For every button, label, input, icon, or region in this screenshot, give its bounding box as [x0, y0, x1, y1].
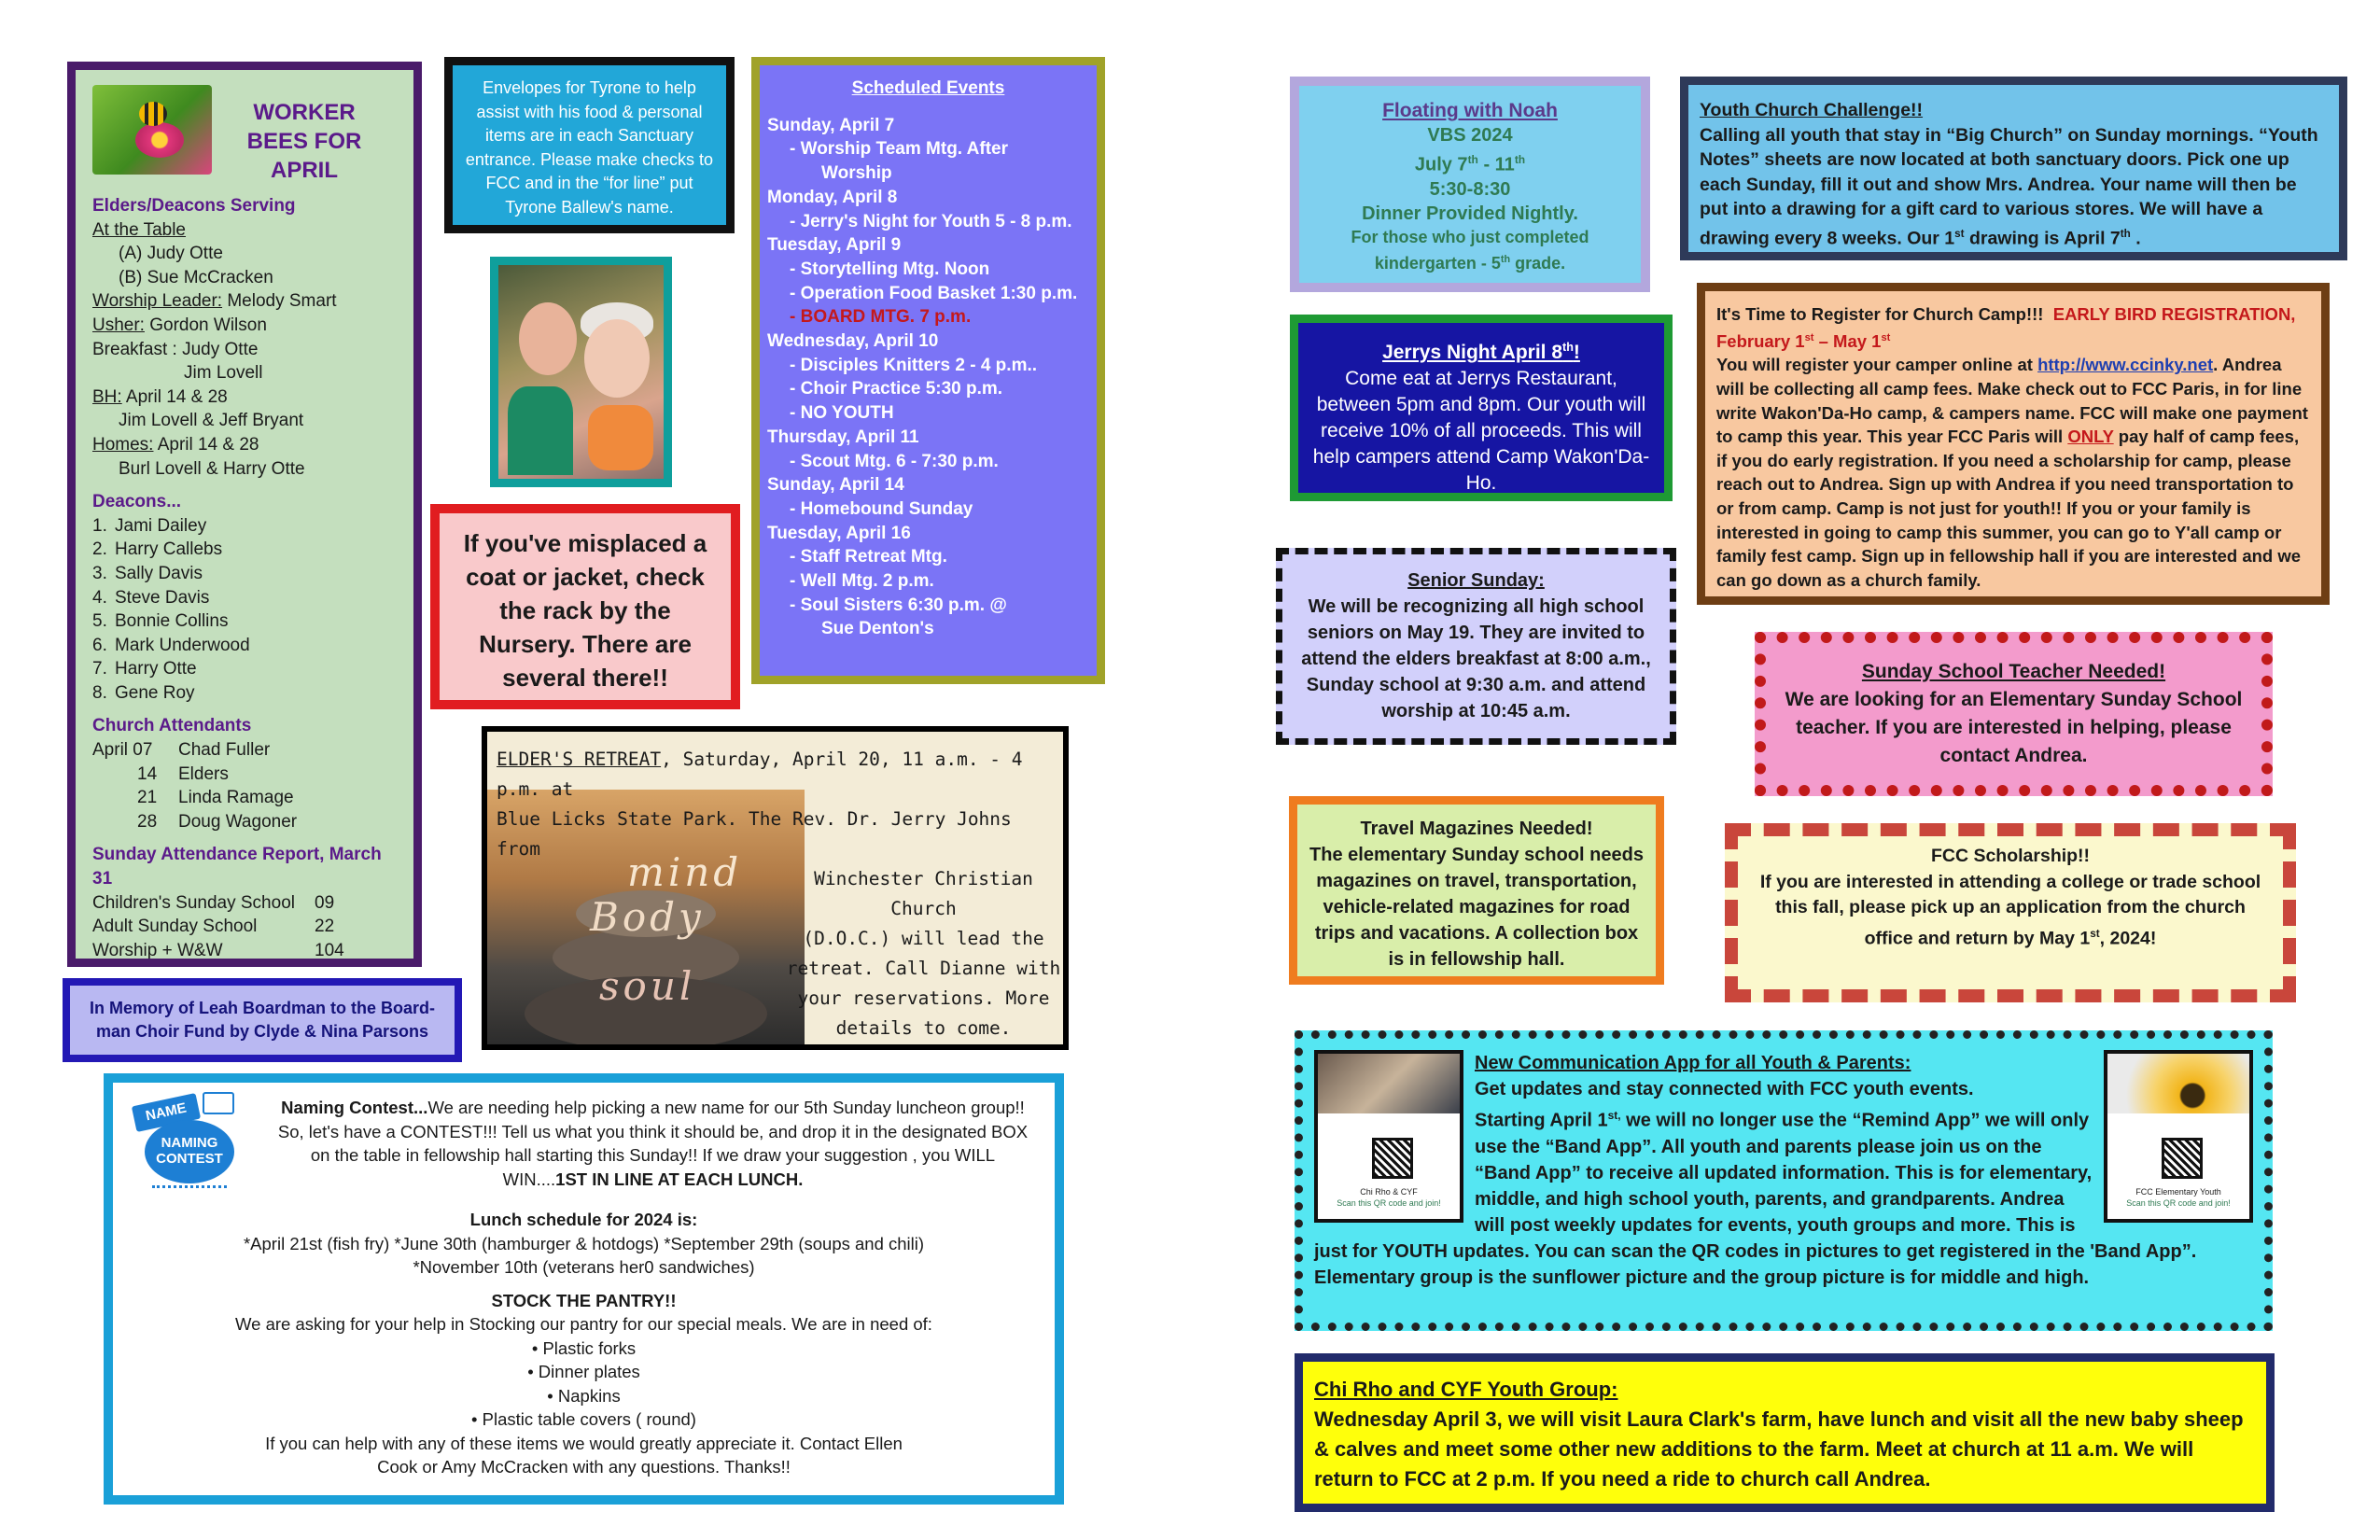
list-item: 4. Steve Davis: [92, 587, 210, 608]
qr-code-icon: [1372, 1138, 1413, 1179]
event-item: - Well Mtg. 2 p.m.: [790, 571, 934, 592]
table-row: Children's Sunday School 09: [92, 892, 335, 913]
scholarship-panel: FCC Scholarship!! If you are interested in attending a college or trade school this fall, please pick up an application from the church office and return by May 1st, 2024!: [1725, 823, 2296, 1002]
envelopes-notice: Envelopes for Tyrone to help assist with his food & personal items are in each Sanctuary entrance. Please make checks to FCC and in the “for line” put Tyrone Ballew's name.: [444, 57, 735, 233]
senior-sunday-panel: Senior Sunday: We will be recognizing all high school seniors on May 19. They are invited to attend the elders breakfast at 8:00 a.m., Sunday school at 9:30 a.m. and attend worship at 10:45 a.m.: [1276, 548, 1676, 745]
pantry-closing: If you can help with any of these items we would greatly appreciate it. Contact Ellen Cook or Amy McCracken with any questions. Thanks!!: [265, 1433, 903, 1477]
table-a: (A) Judy Otte: [119, 244, 223, 264]
camp-link[interactable]: http://www.ccinky.net: [2037, 355, 2214, 375]
event-item: - Scout Mtg. 6 - 7:30 p.m.: [790, 451, 999, 471]
event-day: Sunday, April 14: [767, 475, 904, 496]
qr-card-chi-rho: Chi Rho & CYF Scan this QR code and join!: [1314, 1050, 1463, 1223]
jerrys-title: Jerrys Night April 8th!: [1382, 341, 1580, 363]
retreat-text: ELDER'S RETREAT, Saturday, April 20, 11 a.m. - 4 p.m. at Blue Licks State Park. The Rev. Dr. Jerry Johns from Winchester Christian Church (D.O.C.) will lead the retreat. Call Dianne with your reservations. More details to come.: [497, 749, 1061, 1039]
elders-retreat-panel: [482, 726, 1069, 1050]
event-item: - Jerry's Night for Youth 5 - 8 p.m.: [790, 211, 1072, 231]
bee-flower-photo: [92, 85, 212, 175]
jerrys-night-panel: Jerrys Night April 8th! Come eat at Jerrys Restaurant, between 5pm and 8pm. Our youth will receive 10% of all proceeds. This will help campers attend Camp Wakon'Da-Ho.: [1290, 315, 1673, 501]
event-day: Tuesday, April 16: [767, 523, 911, 543]
two-women-photo: [490, 257, 672, 487]
chirho-title: Chi Rho and CYF Youth Group:: [1314, 1378, 1618, 1401]
youth-challenge-title: Youth Church Challenge!!: [1700, 100, 1924, 120]
event-day: Sunday, April 7: [767, 115, 895, 135]
lunch-line: *April 21st (fish fry) *June 30th (hamburger & hotdogs) *September 29th (soups and chili): [243, 1233, 925, 1253]
event-item: - Homebound Sunday: [790, 498, 973, 519]
deacons-heading: Deacons...: [92, 492, 182, 512]
bh-row: BH: April 14 & 28: [92, 386, 228, 407]
list-item: 1. Jami Dailey: [92, 515, 207, 536]
lunch-line: *November 10th (veterans her0 sandwiches): [413, 1257, 755, 1277]
stone-word: mind: [627, 849, 743, 895]
event-item: - Soul Sisters 6:30 p.m. @: [790, 595, 1007, 615]
table-row: April 07 Chad Fuller: [92, 740, 271, 761]
event-item: - NO YOUTH: [790, 403, 894, 424]
table-row: Adult Sunday School 22: [92, 917, 335, 937]
pantry-heading: STOCK THE PANTRY!!: [491, 1290, 677, 1310]
list-item: 2. Harry Callebs: [92, 539, 223, 560]
event-day: Tuesday, April 9: [767, 235, 902, 256]
event-day: Thursday, April 11: [767, 427, 919, 447]
attendants-table: [92, 738, 297, 833]
travel-title: Travel Magazines Needed!: [1360, 819, 1593, 839]
elders-heading: Elders/Deacons Serving: [92, 196, 296, 216]
communication-app-panel: Chi Rho & CYF Scan this QR code and join! FCC Elementary Youth Scan this QR code and join! New Communication App for all Youth & Parents: Get updates and stay connected with FCC youth events. Starting April $1^{st,}$ we will no longer use the “Remind App” we will only use the “Band App”. All youth and parents please join us on the “Band App” to receive all updated information. This is for elementary, middle, and high school youth, parents, and grandparents. Andrea will post weekly updates for events, youth groups and more. This is just for YOUTH updates. You can scan the QR codes in pictures to get registered in the 'Band App”. Elementary group is the sunflower picture and the group picture is for middle and high.: [1295, 1030, 2273, 1331]
list-item: • Plastic forks: [531, 1337, 637, 1358]
memory-notice: In Memory of Leah Boardman to the Board-man Choir Fund by Clyde & Nina Parsons: [63, 978, 462, 1062]
church-camp-panel: It's Time to Register for Church Camp!!! EARLY BIRD REGISTRATION, February 1st – May 1st You will register your camper online at http://www.ccinky.net. Andrea will be collecting all camp fees. Make check out to FCC Paris, in for line write Wakon'Da-Ho camp, & campers name. FCC will make one payment to camp this year. This year FCC Paris will ONLY pay half of camp fees, if you do early registration. If you need a scholarship for camp, please reach out to Andrea. Sign up with Andrea if you need transportation to or from camp. Camp is not just for youth!! If you or your family is interested in going to camp this summer, you can go to Y'all camp or family fest camp. Sign up in fellowship hall if you are interested and we can go down as a church family.: [1697, 283, 2330, 605]
table-row: 28 Doug Wagoner: [137, 811, 298, 832]
pantry-intro: We are asking for your help in Stocking our pantry for our special meals. We are in need of:: [235, 1314, 932, 1334]
table-b: (B) Sue McCracken: [119, 267, 273, 287]
event-day: Wednesday, April 10: [767, 331, 939, 352]
scheduled-title: Scheduled Events: [851, 78, 1005, 98]
list-item: 5. Bonnie Collins: [92, 611, 229, 632]
list-item: • Dinner plates: [527, 1362, 640, 1381]
lunch-heading: Lunch schedule for 2024 is:: [469, 1210, 698, 1229]
senior-title: Senior Sunday:: [1407, 570, 1545, 591]
scheduled-events-panel: [751, 57, 1105, 684]
comm-app-title: New Communication App for all Youth & Parents:: [1475, 1053, 1911, 1073]
table-row: Worship + W&W 104: [92, 940, 344, 960]
event-item: - Worship Team Mtg. After: [790, 139, 1008, 160]
stone-word: soul: [599, 963, 696, 1009]
teacher-title: Sunday School Teacher Needed!: [1861, 661, 2166, 682]
board-meeting-item: - BOARD MTG. 7 p.m.: [790, 307, 972, 328]
sunflower-photo: [2107, 1054, 2249, 1113]
event-item-cont: Sue Denton's: [821, 619, 934, 639]
event-day: Monday, April 8: [767, 187, 898, 207]
table-row: 14 Elders: [137, 763, 229, 784]
vbs-noah-panel: Floating with Noah VBS 2024 July 7th - 11th 5:30-8:30 Dinner Provided Nightly. For those who just completed kindergarten - 5th grade.: [1290, 77, 1650, 292]
event-item: - Storytelling Mtg. Noon: [790, 259, 990, 279]
misplaced-coat-notice: If you've misplaced a coat or jacket, check the rack by the Nursery. There are several there!!: [430, 504, 740, 709]
naming-contest-panel: [104, 1073, 1064, 1505]
breakfast-row-2: Jim Lovell: [184, 363, 263, 384]
attendants-heading: Church Attendants: [92, 716, 252, 736]
homes-row: Homes: April 14 & 28: [92, 434, 259, 455]
homes-names: Burl Lovell & Harry Otte: [119, 458, 305, 479]
worker-bees-panel: [67, 62, 422, 967]
list-item: 6. Mark Underwood: [92, 635, 250, 655]
event-item-cont: Worship: [821, 163, 892, 184]
camp-lead: It's Time to Register for Church Camp!!!: [1716, 304, 2044, 324]
list-item: 8. Gene Roy: [92, 682, 195, 703]
worship-leader-row: Worship Leader: Melody Smart: [92, 291, 337, 312]
travel-magazines-panel: Travel Magazines Needed! The elementary Sunday school needs magazines on travel, transportation, vehicle-related magazines for road trips and vacations. A collection box is in fellowship hall.: [1289, 796, 1664, 985]
scholarship-title: FCC Scholarship!!: [1930, 846, 2091, 866]
event-item: - Staff Retreat Mtg.: [790, 547, 947, 567]
qr-card-elementary: FCC Elementary Youth Scan this QR code and join!: [2104, 1050, 2253, 1223]
event-item: - Choir Practice 5:30 p.m.: [790, 379, 1003, 399]
table-row: 21 Linda Ramage: [137, 788, 294, 808]
usher-row: Usher: Gordon Wilson: [92, 315, 267, 335]
report-table: [92, 891, 344, 963]
naming-intro: Naming Contest...We are needing help picking a new name for our 5th Sunday luncheon group!! So, let's have a CONTEST!!! Tell us what you think it should be, and drop it in the designated BOX on the table in fellowship hall starting this Sunday!! If we draw your suggestion , you WILL WIN....1ST IN LINE AT EACH LUNCH.: [277, 1098, 1029, 1189]
naming-contest-badge: NAME NAMING CONTEST: [130, 1090, 242, 1207]
event-item: - Disciples Knitters 2 - 4 p.m..: [790, 355, 1038, 375]
list-item: • Napkins: [547, 1385, 621, 1406]
list-item: • Plastic table covers ( round): [471, 1409, 696, 1429]
early-bird: EARLY BIRD REGISTRATION, February 1st – May 1st: [1716, 304, 2296, 351]
qr-code-icon: [2162, 1138, 2203, 1179]
report-heading: Sunday Attendance Report, March 31: [92, 845, 382, 889]
vbs-dates: July 7th - 11th: [1414, 153, 1526, 175]
vbs-title: Floating with Noah: [1382, 100, 1558, 121]
list-item: 7. Harry Otte: [92, 659, 197, 679]
event-item: - Operation Food Basket 1:30 p.m.: [790, 283, 1078, 303]
group-photo: [1318, 1054, 1460, 1113]
youth-church-challenge-panel: Youth Church Challenge!! Calling all youth that stay in “Big Church” on Sunday mornings. “Youth Notes” sheets are now located at both sanctuary doors. Pick one up each Sunday, fill it out and show Mrs. Andrea. Your name will then be put into a drawing for a gift card to various stores. We will have a drawing every 8 weeks. Our 1st drawing is April 7th .: [1680, 77, 2347, 260]
list-item: 3. Sally Davis: [92, 563, 203, 583]
bh-names: Jim Lovell & Jeff Bryant: [119, 411, 304, 431]
worker-title: WORKER BEES FOR APRIL: [246, 100, 362, 183]
at-table-label: At the Table: [92, 219, 187, 240]
worker-header: [92, 85, 397, 185]
teacher-needed-panel: Sunday School Teacher Needed! We are looking for an Elementary Sunday School teacher. If you are interested in helping, please contact Andrea.: [1755, 632, 2273, 796]
chi-rho-cyf-panel: Chi Rho and CYF Youth Group: Wednesday April 3, we will visit Laura Clark's farm, have lunch and visit all the new baby sheep & calves and meet some other new additions to the farm. Meet at church at 11 a.m. We will return to FCC at 2 p.m. If you need a ride to church call Andrea.: [1295, 1353, 2275, 1512]
stone-word: Body: [590, 894, 705, 940]
breakfast-row: Breakfast : Judy Otte: [92, 339, 259, 359]
